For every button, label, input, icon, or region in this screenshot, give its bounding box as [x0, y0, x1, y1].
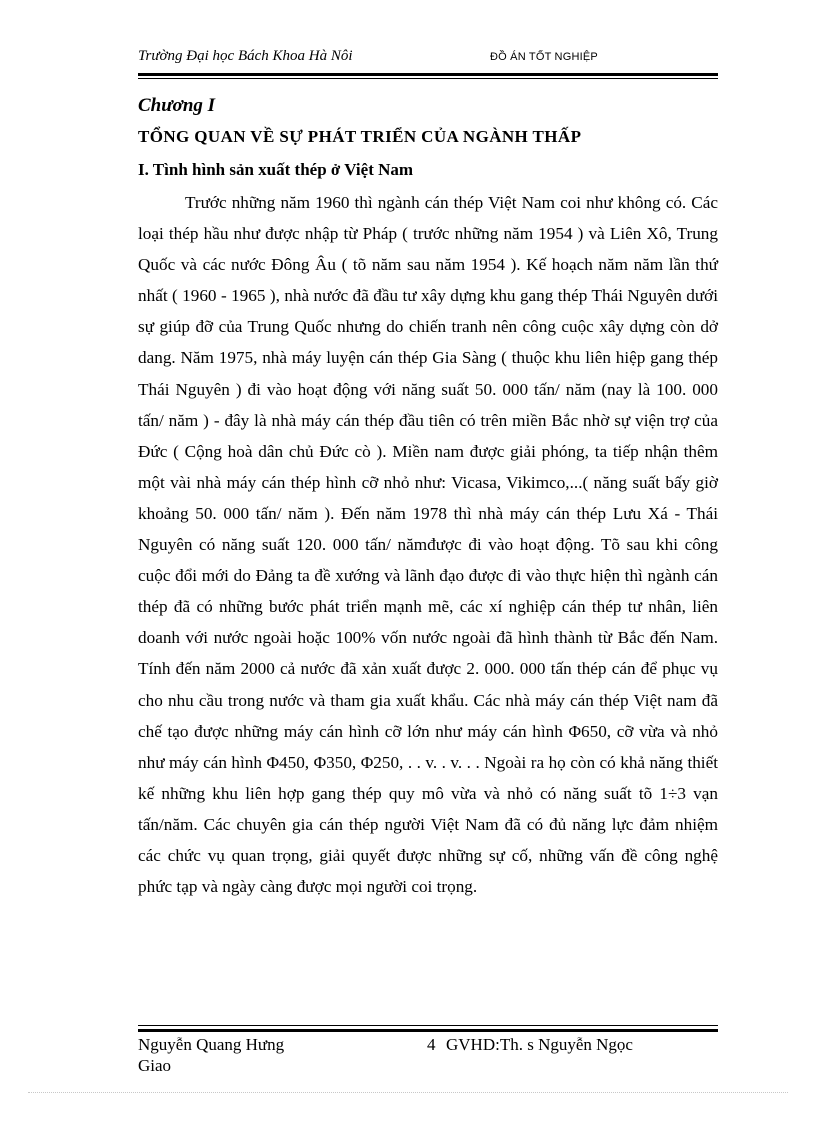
author-name: Nguyễn Quang Hưng	[138, 1035, 285, 1054]
footer-rule-thin	[138, 1025, 718, 1026]
body-paragraph: Trước những năm 1960 thì ngành cán thép Việt Nam coi như không có. Các loại thép hầu như được nhập từ Pháp ( trước những năm 1954 ) và Liên Xô, Trung Quốc và các nước Đông Âu ( tõ năm sau năm 1954 ). Kế hoạch năm năm lần thứ nhất ( 1960 - 1965 ), nhà nước đã đầu tư xây dựng khu gang thép Thái Nguyên dưới sự giúp đỡ của Trung Quốc nhưng do chiến tranh nên công cuộc xây dựng còn dở dang. Năm 1975, nhà máy luyện cán thép Gia Sàng ( thuộc khu liên hiệp gang thép Thái Nguyên ) đi vào hoạt động với năng suất 50. 000 tấn/ năm (nay là 100. 000 tấn/ năm ) - đây là nhà máy cán thép đầu tiên có trên miền Bắc nhờ sự viện trợ của Đức ( Cộng hoà dân chủ Đức cò ). Miền nam được giải phóng, ta tiếp nhận thêm một vài nhà máy cán thép hình cỡ nhỏ như: Vicasa, Vikimco,...( năng suất bấy giờ khoảng 50. 000 tấn/ năm ). Đến năm 1978 thì nhà máy cán thép Lưu Xá - Thái Nguyên có năng suất 120. 000 tấn/ nămđược đi vào hoạt động. Tõ sau khi công cuộc đổi mới do Đảng ta đề xướng và lãnh đạo được đi vào thực hiện thì ngành cán thép đã có những bước phát triển mạnh mẽ, các xí nghiệp cán thép tư nhân, liên doanh với nước ngoài hoặc 100% vốn nước ngoài đã hình thành từ Bắc đến Nam. Tính đến năm 2000 cả nước đã xản xuất được 2. 000. 000 tấn thép cán để phục vụ cho nhu cầu trong nước và tham gia xuất khẩu. Các nhà máy cán thép Việt nam đã chế tạo được những máy cán hình cỡ lớn như máy cán hình Φ650, cỡ vừa và nhỏ như máy cán hình Φ450, Φ350, Φ250, . . v. . v. . . Ngoài ra họ còn có khả năng thiết kế những khu liên hợp gang thép quy mô vừa và nhỏ có năng suất tõ 1÷3 vạn tấn/năm. Các chuyên gia cán thép người Việt Nam đã có đủ năng lực đảm nhiệm các chức vụ quan trọng, giải quyết được những sự cố, những vấn đề công nghệ phức tạp và ngày càng được mọi người coi trọng.	[138, 193, 718, 897]
advisor-name: GVHD:Th. s Nguyễn Ngọc	[446, 1035, 633, 1054]
chapter-label: Chương I	[138, 95, 216, 116]
section-title: I. Tình hình sản xuất thép ở Việt Nam	[138, 160, 414, 179]
page-boundary	[28, 1092, 788, 1093]
header-rule-thin	[138, 78, 718, 79]
chapter-title: TỔNG QUAN VỀ SỰ PHÁT TRIỂN CỦA NGÀNH THẤP	[138, 127, 582, 146]
document-type: ĐỒ ÁN TỐT NGHIỆP	[490, 51, 598, 63]
page-header	[138, 48, 718, 70]
advisor-name-continued: Giao	[138, 1056, 172, 1075]
school-name: Trường Đại học Bách Khoa Hà Nôi	[138, 48, 353, 64]
header-rule-thick	[138, 73, 718, 76]
footer-rule-thick	[138, 1029, 718, 1032]
page-number: 4	[427, 1035, 436, 1054]
